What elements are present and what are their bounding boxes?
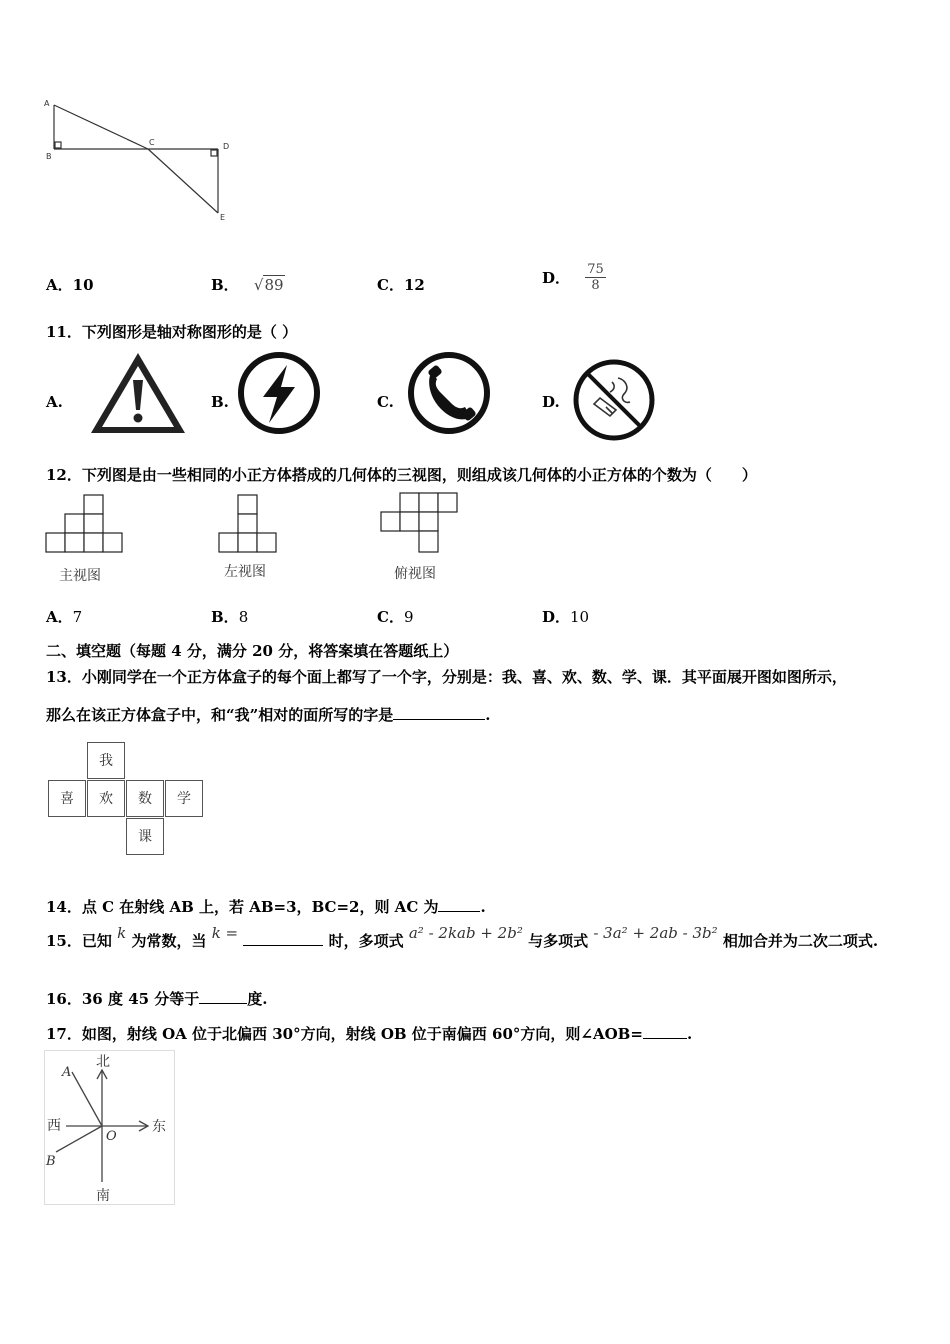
q14-text: 14．点 C 在射线 AB 上，若 AB=3，BC=2，则 AC 为 .: [46, 898, 486, 916]
origin-o-label: O: [106, 1129, 117, 1144]
q12-stem: 12．下列图是由一些相同的小正方体搭成的几何体的三视图，则组成该几何体的小正方体的个数为（ ）: [46, 466, 757, 484]
net-face-3: 数: [126, 780, 164, 817]
q12-option-a[interactable]: A．7: [46, 608, 83, 626]
q10-option-a[interactable]: A．10: [46, 276, 94, 294]
polynomial-1: a² - 2kab + 2b²: [408, 924, 523, 942]
net-face-1: 喜: [48, 780, 86, 817]
q16-text: 16．36 度 45 分等于 度.: [46, 990, 268, 1008]
net-face-top: 我: [87, 742, 125, 779]
q10-option-b[interactable]: B． √89: [211, 276, 284, 294]
q12-option-d[interactable]: D．10: [542, 608, 590, 626]
q17-answer-blank[interactable]: [643, 1024, 687, 1039]
q12-option-b[interactable]: B．8: [211, 608, 249, 626]
side-view-label: 左视图: [224, 564, 266, 580]
q15-text: 15．已知 k 为常数，当 k = 时，多项式 a² - 2kab + 2b² 与多项式 - 3a² + 2ab - 3b² 相加合并为二次二项式.: [46, 924, 879, 950]
q17-text: 17．如图，射线 OA 位于北偏西 30°方向，射线 OB 位于南偏西 60°方向，则∠AOB= .: [46, 1025, 693, 1043]
compass-figure: [44, 1050, 176, 1206]
fraction: $\frac{75}{8}$: [587, 262, 604, 293]
q11-option-b-label[interactable]: B.: [211, 393, 229, 411]
q11-option-a-label[interactable]: A.: [46, 393, 63, 411]
q11-option-d-label[interactable]: D.: [542, 393, 560, 411]
net-face-4: 学: [165, 780, 203, 817]
label-a: A: [44, 99, 50, 108]
top-view-figure: [380, 492, 462, 556]
side-view-figure: [218, 494, 280, 556]
warning-triangle-icon[interactable]: [88, 350, 188, 436]
point-a-label: A: [62, 1065, 72, 1080]
net-face-2: 欢: [87, 780, 125, 817]
south-label: 南: [96, 1188, 110, 1204]
sqrt-sign: √: [253, 276, 264, 294]
q14-answer-blank[interactable]: [438, 897, 480, 912]
section-2-title: 二、填空题（每题 4 分，满分 20 分，将答案填在答题纸上）: [46, 642, 459, 660]
west-label: 西: [47, 1118, 61, 1134]
q16-answer-blank[interactable]: [199, 989, 247, 1004]
q13-line1: 13．小刚同学在一个正方体盒子的每个面上都写了一个字，分别是：我、喜、欢、数、学、课．其平面展开图如图所示，: [46, 668, 847, 686]
var-k: k: [117, 924, 127, 942]
q12-option-c[interactable]: C．9: [377, 608, 414, 626]
no-smoking-icon[interactable]: [572, 358, 656, 442]
top-view-label: 俯视图: [394, 566, 436, 582]
q15-answer-blank[interactable]: [243, 931, 323, 946]
label-e: E: [220, 213, 226, 222]
label-c: C: [149, 138, 155, 147]
q13-answer-blank[interactable]: [393, 705, 485, 720]
front-view-label: 主视图: [59, 568, 101, 584]
q11-option-c-label[interactable]: C.: [377, 393, 394, 411]
cube-net: [47, 742, 207, 860]
phone-circle-icon[interactable]: [407, 351, 491, 435]
front-view-figure: [44, 494, 126, 556]
q10-option-d[interactable]: D． $\frac{75}{8}$: [542, 262, 604, 293]
label-d: D: [223, 142, 230, 151]
q10-figure: [40, 95, 240, 225]
q13-line2: 那么在该正方体盒子中，和“我”相对的面所写的字是 .: [46, 706, 491, 724]
point-b-label: B: [46, 1154, 56, 1169]
north-label: 北: [96, 1054, 110, 1070]
lightning-circle-icon[interactable]: [237, 351, 321, 435]
polynomial-2: - 3a² + 2ab - 3b²: [593, 924, 718, 942]
q10-option-c[interactable]: C．12: [377, 276, 425, 294]
east-label: 东: [152, 1119, 166, 1135]
net-face-bottom: 课: [126, 818, 164, 855]
q11-stem: 11．下列图形是轴对称图形的是（ ）: [46, 323, 298, 341]
label-b: B: [46, 152, 52, 161]
k-equals: k =: [211, 924, 239, 942]
